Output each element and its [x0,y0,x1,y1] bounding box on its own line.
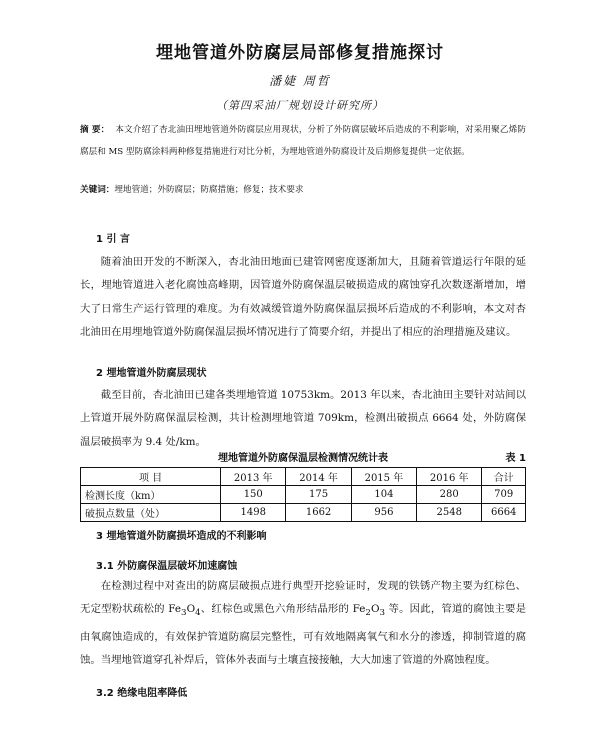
section-heading-intro: 1 引 言 [96,234,130,245]
subsection-heading-3-1: 3.1 外防腐保温层破坏加速腐蚀 [96,561,238,572]
body-text: 、红棕色或黑色六角形结晶形的 Fe [200,603,366,616]
table-cell: 检测长度（km） [81,486,221,504]
table-header-cell: 2015 年 [351,468,416,486]
section-body-intro: 随着油田开发的不断深入，杏北油田地面已建管网密度逐渐加大，且随着管道运行年限的延长，埋地管道进入老化腐蚀高峰期，因管道外防腐保温层破损造成的腐蚀穿孔次数逐渐增加，增大了日常生产运行管理的难度。为有效减缓管道外防腐保温层损坏后造成的不利影响，本文对杏北油田在用埋地管道外防腐保温层损坏情况进行了简要介绍，并提出了相应的治理措施及建议。 [80,256,526,339]
paper-title: 埋地管道外防腐层局部修复措施探讨 [156,43,444,63]
paper-affiliation: （第四采油厂规划设计研究所） [216,99,384,112]
table-cell: 150 [221,486,286,504]
abstract [80,119,526,163]
abstract-label: 摘 要： [80,125,110,135]
table-cell: 280 [417,486,482,504]
table-cell: 175 [286,486,351,504]
subscript: 4 [195,608,201,619]
table-number: 表 1 [505,453,526,464]
keywords [80,182,526,198]
subscript: 3 [379,608,385,619]
abstract-text: 本文介绍了杏北油田埋地管道外防腐层应用现状，分析了外防腐层破坏后造成的不利影响，对采用聚乙烯防腐层和 MS 型防腐涂料两种修复措施进行对比分析，为埋地管道外防腐设计及后期修复提供一定依据。 [80,125,526,157]
body-text: O [370,603,380,616]
table-cell: 956 [351,504,416,522]
table-title: 埋地管道外防腐保温层检测情况统计表 [218,453,388,464]
table-cell: 6664 [482,504,526,522]
subsection-body-3-1 [80,575,526,673]
table-header-row [81,468,526,486]
table-cell: 2548 [417,504,482,522]
stats-table [80,467,526,522]
table-header-cell: 合计 [482,468,526,486]
table-header-cell: 项 目 [81,468,221,486]
table-cell: 1662 [286,504,351,522]
table-header-cell: 2014 年 [286,468,351,486]
body-text: O [186,603,196,616]
table-cell: 709 [482,486,526,504]
keywords-label: 关键词： [80,185,115,195]
body-text: 在检测过程中对查出的防腐层破损点进行典型开挖验证时，发现的铁锈产物主要为红棕色、无定型粉状疏松的 Fe [80,580,526,616]
subsection-heading-3-2: 3.2 绝缘电阻率降低 [96,688,188,699]
body-text: 等。因此，管道的腐蚀主要是由氧腐蚀造成的，有效保护管道防腐层完整性，可有效地隔离氧气和水分的渗透，抑制管道的腐蚀。当埋地管道穿孔补焊后，管体外表面与土壤直接接触，大大加速了管道的外腐蚀程度。 [80,603,526,667]
table-row [81,504,526,522]
table-row [81,486,526,504]
table-header-cell: 2013 年 [221,468,286,486]
table-cell: 104 [351,486,416,504]
section-heading-impact: 3 埋地管道外防腐损坏造成的不利影响 [96,531,267,542]
table-header-cell: 2016 年 [417,468,482,486]
section-heading-status: 2 埋地管道外防腐层现状 [96,368,207,379]
keywords-text: 埋地管道；外防腐层；防腐措施；修复；技术要求 [114,185,304,195]
subscript: 2 [365,608,371,619]
section-body-status: 截至目前，杏北油田已建各类埋地管道 10753km。2013 年以来，杏北油田主要针对站间以上管道开展外防腐保温层检测，共计检测埋地管道 709km，检测出破损点 6664 处，外防腐保温层破损率为 9.4 处/km。 [80,389,526,448]
table-cell: 1498 [221,504,286,522]
subscript: 3 [181,608,187,619]
paper-authors: 潘婕 周哲 [269,74,331,88]
table-cell: 破损点数量（处） [81,504,221,522]
